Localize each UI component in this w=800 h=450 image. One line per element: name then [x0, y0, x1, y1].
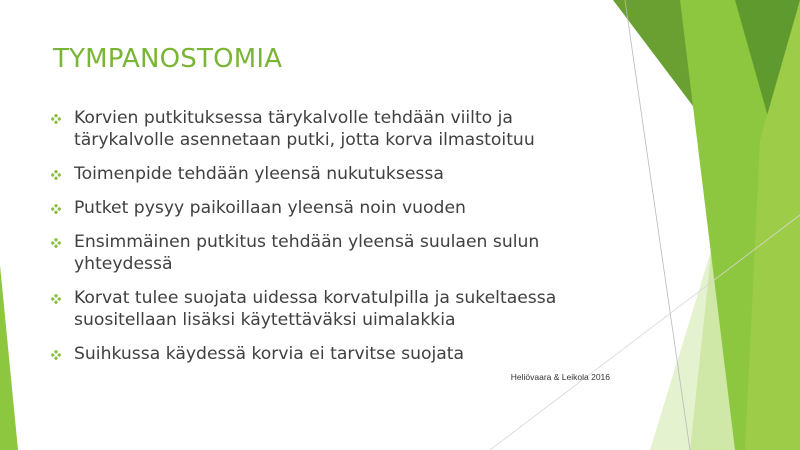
bullet-item: [51, 107, 611, 151]
facet-light-left: [0, 265, 18, 450]
bullet-text: Ensimmäinen putkitus tehdään yleensä suulaen sulun yhteydessä: [74, 232, 540, 274]
diamond-bullet-icon: [51, 238, 61, 248]
diamond-bullet-icon: [51, 294, 61, 304]
diamond-bullet-icon: [51, 114, 61, 124]
slide-title: TYMPANOSTOMIA: [53, 44, 283, 74]
bullet-text: Putket pysyy paikoillaan yleensä noin vuoden: [74, 198, 466, 218]
bullet-item: [51, 197, 611, 219]
bullet-item: [51, 231, 611, 275]
bullet-item: [51, 343, 611, 365]
diamond-bullet-icon: [51, 204, 61, 214]
bullet-text: Korvien putkituksessa tärykalvolle tehdään viilto ja tärykalvolle asennetaan putki, jotta korva ilmastoituu: [74, 108, 535, 150]
diamond-bullet-icon: [51, 170, 61, 180]
bullet-text: Suihkussa käydessä korvia ei tarvitse suojata: [74, 344, 465, 364]
bullet-item: [51, 287, 611, 331]
bullet-list: [51, 107, 611, 377]
citation: Heliövaara & Leikola 2016: [510, 372, 610, 382]
bullet-text: Toimenpide tehdään yleensä nukutuksessa: [74, 164, 444, 184]
bullet-text: Korvat tulee suojata uidessa korvatulpilla ja sukeltaessa suositellaan lisäksi käytettäväksi uimalakkia: [74, 288, 557, 330]
bullet-item: [51, 163, 611, 185]
diamond-bullet-icon: [51, 350, 61, 360]
